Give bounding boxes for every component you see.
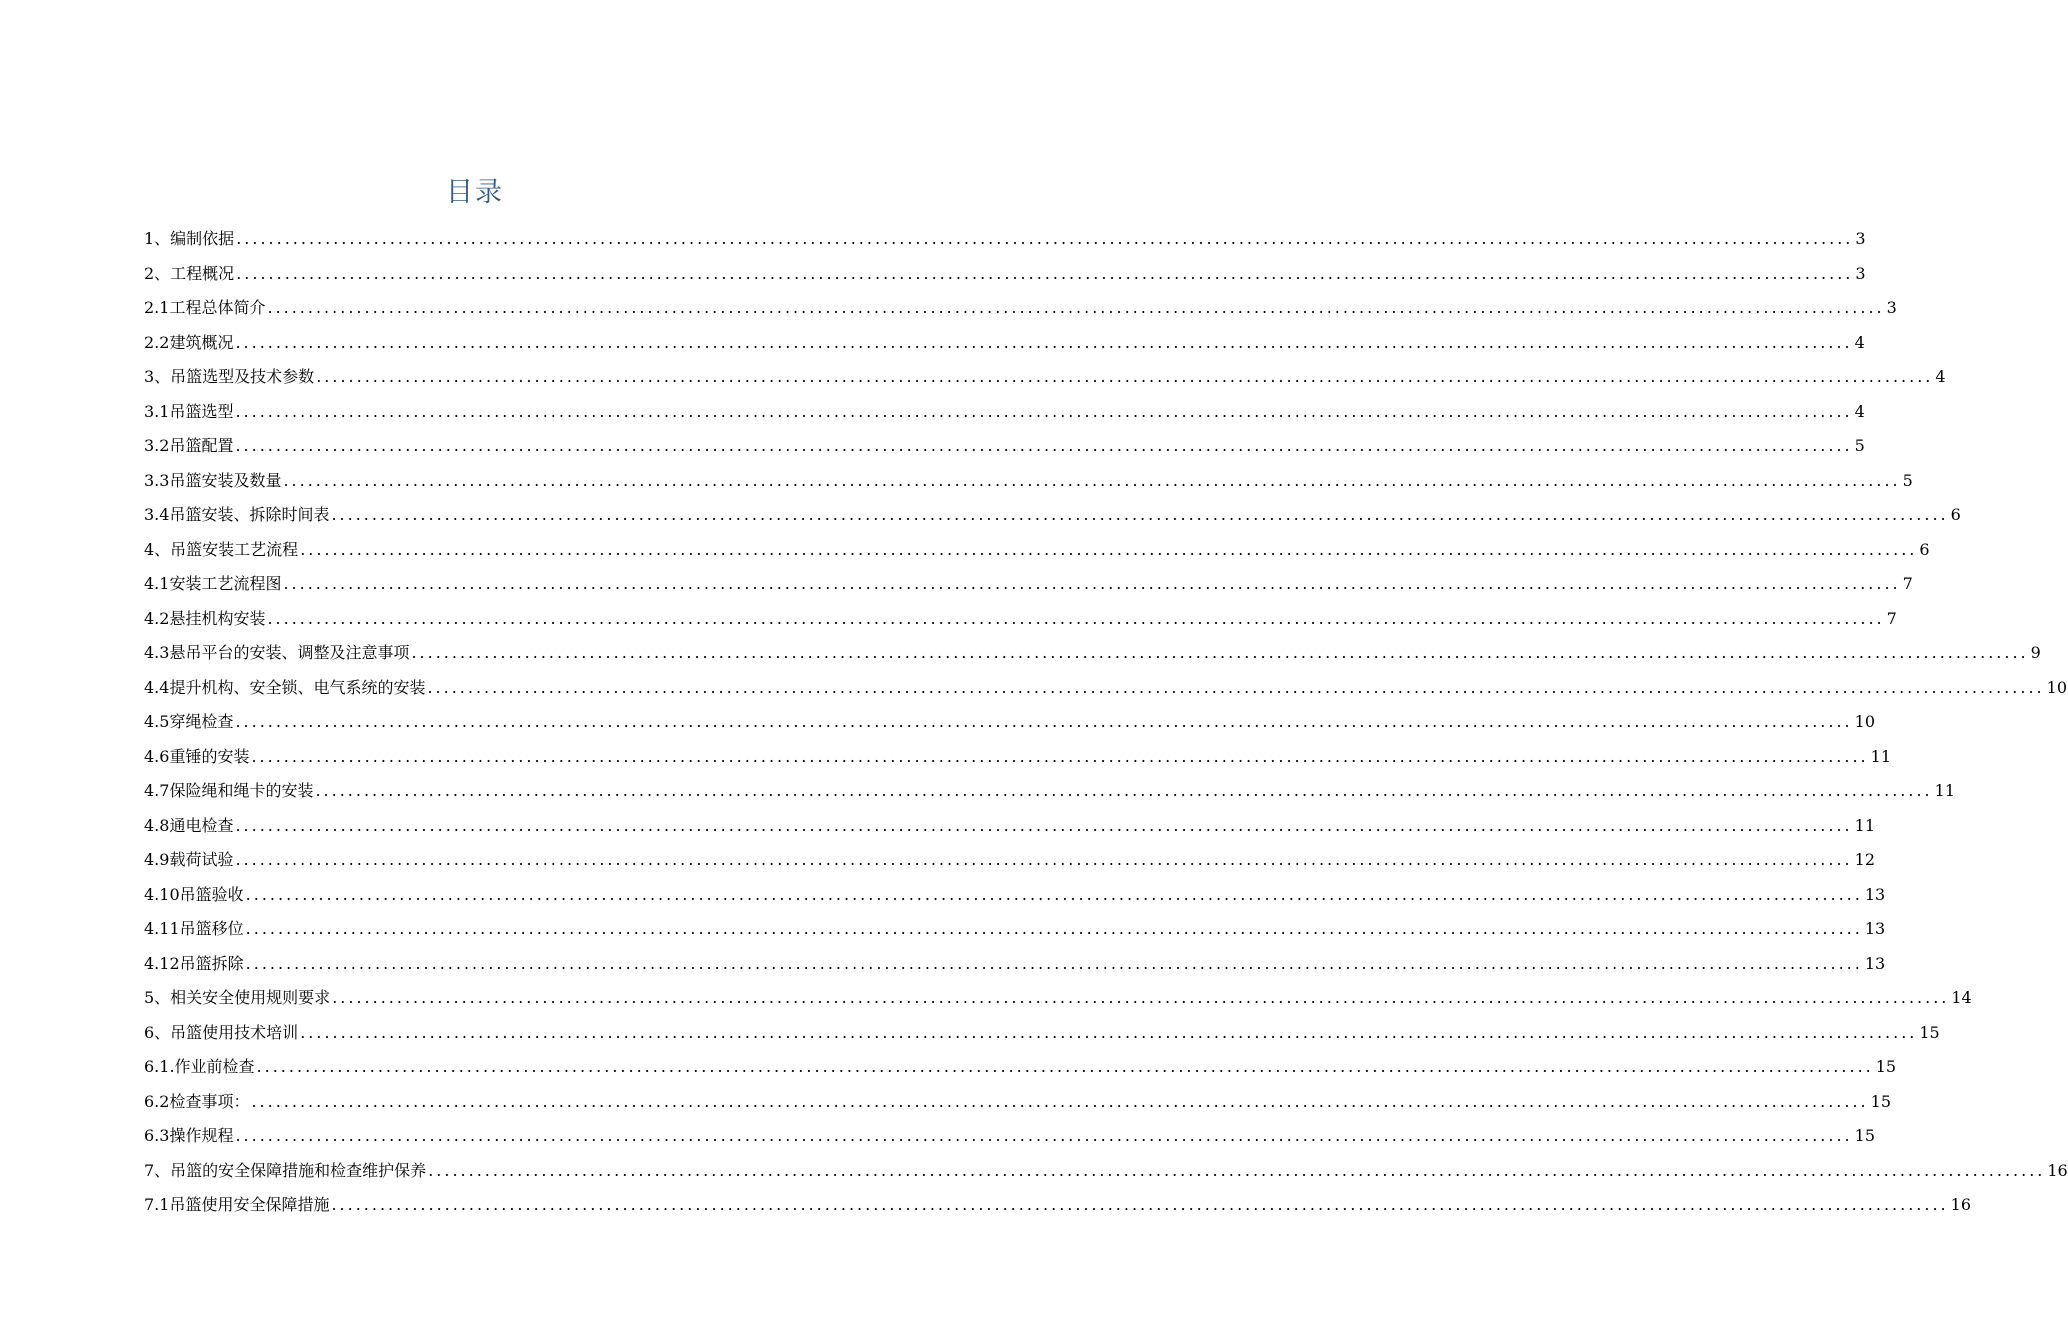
- toc-dot-leader: ........................................................................................................................................................................................................: [236, 229, 1854, 248]
- toc-entry[interactable]: [144, 1020, 1940, 1055]
- toc-entry-page: 4: [1854, 332, 1865, 352]
- toc-entry-page: 4: [1935, 367, 1946, 386]
- toc-dot-leader: ........................................................................................................................................................................................................: [283, 574, 1901, 593]
- toc-entry[interactable]: [144, 1054, 1897, 1089]
- toc-entry-label: 4.7保险绳和绳卡的安装: [144, 781, 314, 800]
- toc-entry[interactable]: [144, 916, 1886, 951]
- toc-dot-leader: ........................................................................................................................................................................................................: [235, 436, 1853, 455]
- toc-entry-page: 15: [1870, 1091, 1891, 1111]
- toc-entry[interactable]: [144, 226, 1866, 261]
- toc-title: 目录: [446, 177, 504, 208]
- toc-entry[interactable]: [144, 1192, 1971, 1227]
- toc-entry-page: 13: [1864, 953, 1886, 973]
- toc-entry[interactable]: [144, 640, 2041, 675]
- toc-dot-leader: ........................................................................................................................................................................................................: [256, 1057, 1874, 1076]
- toc-entry-page: 14: [1951, 988, 1972, 1007]
- toc-dot-leader: ........................................................................................................................................................................................................: [251, 1091, 1869, 1111]
- toc-entry[interactable]: [144, 433, 1865, 468]
- toc-entry[interactable]: [144, 1158, 2068, 1193]
- toc-entry-page: 7: [1902, 574, 1913, 593]
- toc-dot-leader: ........................................................................................................................................................................................................: [411, 643, 2029, 662]
- toc-entry[interactable]: [144, 847, 1875, 882]
- toc-dot-leader: ........................................................................................................................................................................................................: [236, 263, 1854, 283]
- toc-entry-label: 4.12吊篮拆除: [144, 953, 244, 973]
- toc-entry-label: 4.10吊篮验收: [144, 884, 244, 904]
- toc-dot-leader: ........................................................................................................................................................................................................: [428, 1160, 2046, 1180]
- toc-entry-label: 4.2悬挂机构安装: [144, 608, 266, 628]
- toc-entry[interactable]: [144, 744, 1891, 779]
- toc-dot-leader: ........................................................................................................................................................................................................: [316, 367, 1934, 386]
- toc-entry-label: 4.4提升机构、安全锁、电气系统的安装: [144, 677, 426, 697]
- toc-entry-page: 12: [1854, 850, 1875, 869]
- toc-entry-page: 4: [1854, 401, 1865, 421]
- toc-entry-page: 9: [2030, 643, 2041, 662]
- toc-entry-label: 2.2建筑概况: [144, 332, 234, 352]
- toc-dot-leader: ........................................................................................................................................................................................................: [245, 884, 1863, 904]
- toc-entry-label: 5、相关安全使用规则要求: [144, 988, 331, 1007]
- toc-entry-label: 6.1.作业前检查: [144, 1057, 255, 1076]
- toc-entry-page: 3: [1886, 298, 1897, 317]
- toc-entry[interactable]: [144, 778, 1955, 813]
- toc-entry[interactable]: [144, 399, 1865, 434]
- toc-entry[interactable]: [144, 537, 1930, 572]
- toc-dot-leader: ........................................................................................................................................................................................................: [283, 470, 1901, 490]
- toc-entry-page: 15: [1875, 1057, 1897, 1076]
- toc-entry-page: 13: [1864, 919, 1886, 938]
- toc-entry[interactable]: [144, 951, 1886, 986]
- toc-entry-page: 5: [1854, 436, 1865, 455]
- toc-dot-leader: ........................................................................................................................................................................................................: [251, 746, 1869, 766]
- toc-dot-leader: ........................................................................................................................................................................................................: [315, 781, 1933, 800]
- toc-entry-label: 3.3吊篮安装及数量: [144, 470, 282, 490]
- toc-dot-leader: ........................................................................................................................................................................................................: [267, 298, 1885, 317]
- toc-entry[interactable]: [144, 1123, 1875, 1158]
- toc-entry-label: 4.5穿绳检查: [144, 712, 234, 731]
- toc-entry-label: 4.3悬吊平台的安装、调整及注意事项: [144, 643, 410, 662]
- toc-entry-page: 11: [1870, 746, 1891, 766]
- toc-dot-leader: ........................................................................................................................................................................................................: [235, 1126, 1853, 1145]
- toc-entry-label: 2.1工程总体简介: [144, 298, 266, 317]
- toc-entry-label: 4.6重锤的安装: [144, 746, 250, 766]
- toc-entry[interactable]: [144, 330, 1865, 365]
- toc-entry-page: 5: [1902, 470, 1913, 490]
- toc-entry-label: 1、编制依据: [144, 229, 235, 248]
- toc-entry-label: 4.9载荷试验: [144, 850, 234, 869]
- toc-entry-page: 10: [1854, 712, 1875, 731]
- toc-entry-label: 2、工程概况: [144, 263, 235, 283]
- toc-entry-page: 7: [1886, 608, 1897, 628]
- toc-entry-label: 6、吊篮使用技术培训: [144, 1022, 299, 1042]
- toc-entry[interactable]: [144, 882, 1886, 917]
- toc-entry-page: 11: [1854, 815, 1875, 835]
- toc-entry-label: 4.8通电检查: [144, 815, 234, 835]
- toc-entry-label: 7.1吊篮使用安全保障措施: [144, 1195, 330, 1214]
- toc-dot-leader: ........................................................................................................................................................................................................: [235, 712, 1853, 731]
- toc-dot-leader: ........................................................................................................................................................................................................: [300, 1022, 1918, 1042]
- toc-entry-label: 3.4吊篮安装、拆除时间表: [144, 505, 330, 524]
- toc-list: [144, 226, 2068, 1227]
- toc-entry-page: 11: [1934, 781, 1955, 800]
- toc-dot-leader: ........................................................................................................................................................................................................: [245, 953, 1863, 973]
- toc-dot-leader: ........................................................................................................................................................................................................: [300, 539, 1918, 559]
- toc-entry-label: 7、吊篮的安全保障措施和检查维护保养: [144, 1160, 427, 1180]
- toc-entry[interactable]: [144, 502, 1961, 537]
- toc-entry-page: 15: [1854, 1126, 1875, 1145]
- toc-entry[interactable]: [144, 813, 1875, 848]
- toc-entry-page: 10: [2046, 677, 2067, 697]
- toc-dot-leader: ........................................................................................................................................................................................................: [332, 988, 1950, 1007]
- toc-dot-leader: ........................................................................................................................................................................................................: [235, 332, 1853, 352]
- toc-dot-leader: ........................................................................................................................................................................................................: [427, 677, 2045, 697]
- toc-entry-label: 3.2吊篮配置: [144, 436, 234, 455]
- toc-entry-page: 15: [1919, 1022, 1940, 1042]
- toc-entry-page: 6: [1950, 505, 1961, 524]
- toc-dot-leader: ........................................................................................................................................................................................................: [331, 505, 1949, 524]
- toc-entry[interactable]: [144, 571, 1913, 606]
- toc-entry[interactable]: [144, 1089, 1891, 1124]
- toc-entry-page: 16: [1950, 1195, 1971, 1214]
- toc-dot-leader: ........................................................................................................................................................................................................: [235, 401, 1853, 421]
- toc-entry[interactable]: [144, 468, 1913, 503]
- toc-entry[interactable]: [144, 261, 1866, 296]
- toc-entry-page: 13: [1864, 884, 1886, 904]
- toc-entry[interactable]: [144, 606, 1897, 641]
- toc-entry-page: 3: [1855, 229, 1866, 248]
- toc-entry-page: 3: [1855, 263, 1866, 283]
- toc-dot-leader: ........................................................................................................................................................................................................: [235, 815, 1853, 835]
- toc-entry-label: 6.3操作规程: [144, 1126, 234, 1145]
- toc-dot-leader: ........................................................................................................................................................................................................: [245, 919, 1863, 938]
- toc-entry-page: 16: [2047, 1160, 2068, 1180]
- toc-entry-page: 6: [1919, 539, 1930, 559]
- toc-entry-label: 3.1吊篮选型: [144, 401, 234, 421]
- toc-entry-label: 4.11吊篮移位: [144, 919, 244, 938]
- toc-entry[interactable]: [144, 709, 1875, 744]
- toc-entry-label: 3、吊篮选型及技术参数: [144, 367, 315, 386]
- toc-dot-leader: ........................................................................................................................................................................................................: [331, 1195, 1949, 1214]
- toc-dot-leader: ........................................................................................................................................................................................................: [267, 608, 1885, 628]
- toc-entry-label: 4、吊篮安装工艺流程: [144, 539, 299, 559]
- toc-entry-label: 4.1安装工艺流程图: [144, 574, 282, 593]
- toc-entry[interactable]: [144, 675, 2067, 710]
- toc-entry[interactable]: [144, 295, 1897, 330]
- toc-entry[interactable]: [144, 985, 1972, 1020]
- toc-dot-leader: ........................................................................................................................................................................................................: [235, 850, 1853, 869]
- toc-entry-label: 6.2检查事项：: [144, 1091, 250, 1111]
- toc-entry[interactable]: [144, 364, 1946, 399]
